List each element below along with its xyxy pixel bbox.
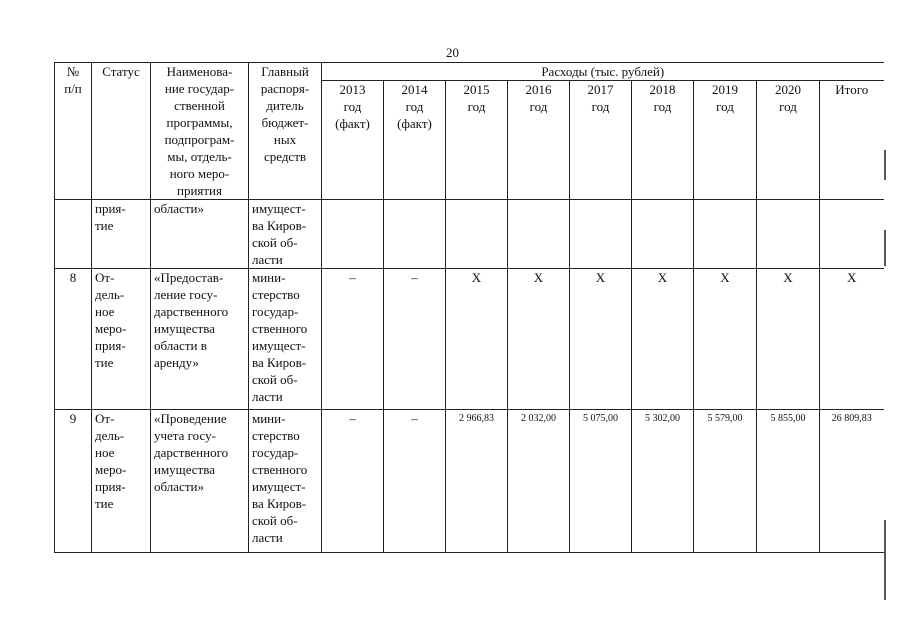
row-value-2016 <box>508 200 570 269</box>
header-num: № п/п <box>55 63 92 200</box>
scan-edge-mark <box>884 230 886 266</box>
expenses-table <box>54 62 884 553</box>
table-row <box>55 410 884 553</box>
row-value-total <box>820 200 884 269</box>
scan-edge-mark <box>884 150 886 180</box>
table-row <box>55 200 884 269</box>
row-value-2016: 2 032,00 <box>508 410 570 553</box>
row-value-2019: 5 579,00 <box>694 410 757 553</box>
row-status: От- дель- ное меро- прия- тие <box>92 410 151 553</box>
header-budget-manager: Главный распоря- дитель бюджет- ных средств <box>249 63 322 200</box>
row-value-2020: Х <box>757 269 820 410</box>
header-year-2020: 2020 год <box>757 81 820 200</box>
row-status: прия- тие <box>92 200 151 269</box>
header-year-2017: 2017 год <box>570 81 632 200</box>
row-value-2017: 5 075,00 <box>570 410 632 553</box>
row-num: 9 <box>55 410 92 553</box>
row-value-2019 <box>694 200 757 269</box>
header-year-2015: 2015 год <box>446 81 508 200</box>
row-value-2015: Х <box>446 269 508 410</box>
scan-edge-mark <box>884 520 886 600</box>
header-year-2016: 2016 год <box>508 81 570 200</box>
row-budget-manager: имущест- ва Киров- ской об- ласти <box>249 200 322 269</box>
header-expenses: Расходы (тыс. рублей) <box>322 63 884 81</box>
row-value-2020: 5 855,00 <box>757 410 820 553</box>
row-program-name: области» <box>151 200 249 269</box>
row-value-2013 <box>322 200 384 269</box>
row-value-total: Х <box>820 269 884 410</box>
header-row <box>55 63 884 81</box>
row-value-2018: 5 302,00 <box>632 410 694 553</box>
header-year-2014: 2014 год (факт) <box>384 81 446 200</box>
row-value-2018 <box>632 200 694 269</box>
header-year-2018: 2018 год <box>632 81 694 200</box>
row-value-2019: Х <box>694 269 757 410</box>
row-value-2020 <box>757 200 820 269</box>
header-program-name: Наименова- ние государ- ственной программы, подпрограм- мы, отдель- ного меро- приятия <box>151 63 249 200</box>
row-status: От- дель- ное меро- прия- тие <box>92 269 151 410</box>
header-status: Статус <box>92 63 151 200</box>
row-value-2013: – <box>322 269 384 410</box>
row-value-2016: Х <box>508 269 570 410</box>
row-program-name: «Проведение учета госу- дарственного имущества области» <box>151 410 249 553</box>
row-value-2014: – <box>384 410 446 553</box>
header-year-2013: 2013 год (факт) <box>322 81 384 200</box>
row-num <box>55 200 92 269</box>
row-value-2015 <box>446 200 508 269</box>
header-total: Итого <box>820 81 884 200</box>
row-num: 8 <box>55 269 92 410</box>
page-number: 20 <box>446 45 459 60</box>
header-year-2019: 2019 год <box>694 81 757 200</box>
row-value-2018: Х <box>632 269 694 410</box>
row-program-name: «Предостав- ление госу- дарственного имущества области в аренду» <box>151 269 249 410</box>
table-row <box>55 269 884 410</box>
row-value-2014 <box>384 200 446 269</box>
row-value-2017 <box>570 200 632 269</box>
row-value-total: 26 809,83 <box>820 410 884 553</box>
row-budget-manager: мини- стерство государ- ственного имущест- ва Киров- ской об- ласти <box>249 269 322 410</box>
row-value-2015: 2 966,83 <box>446 410 508 553</box>
row-value-2013: – <box>322 410 384 553</box>
row-value-2014: – <box>384 269 446 410</box>
row-budget-manager: мини- стерство государ- ственного имущест- ва Киров- ской об- ласти <box>249 410 322 553</box>
row-value-2017: Х <box>570 269 632 410</box>
